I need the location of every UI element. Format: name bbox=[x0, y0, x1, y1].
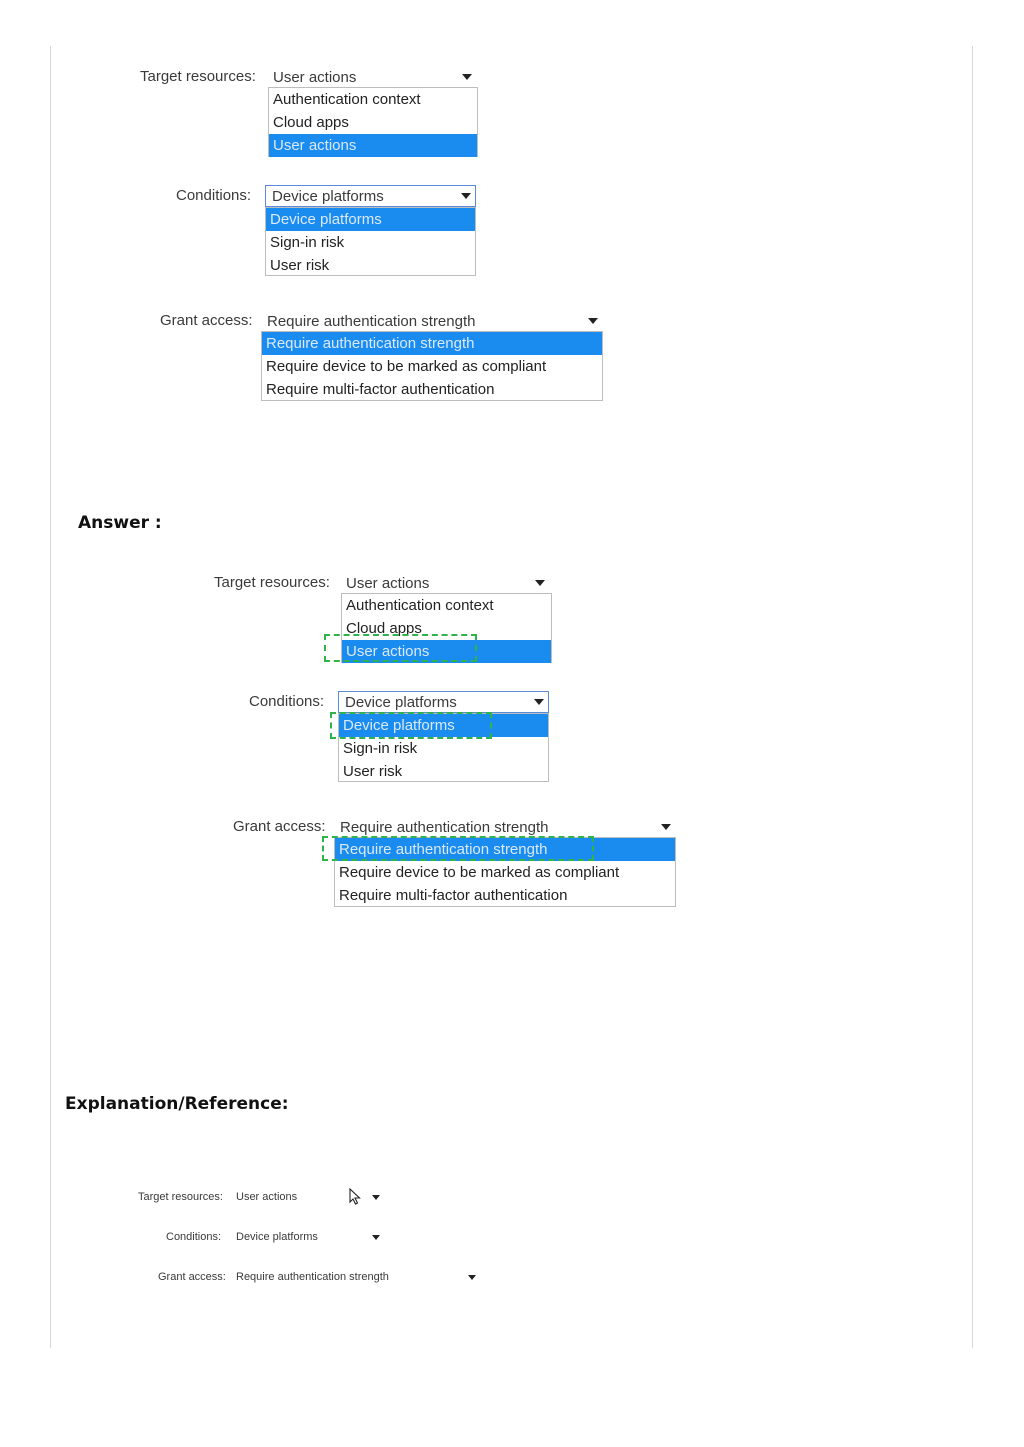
option-cloud-apps[interactable]: Cloud apps bbox=[273, 114, 349, 131]
answer-conditions-value: Device platforms bbox=[345, 694, 457, 711]
chevron-down-icon bbox=[588, 318, 598, 324]
chevron-down-icon bbox=[661, 824, 671, 830]
answer-option-require-compliant-device[interactable]: Require device to be marked as compliant bbox=[339, 864, 620, 881]
option-user-risk[interactable]: User risk bbox=[270, 257, 330, 274]
reference-grant-access-value: Require authentication strength bbox=[236, 1271, 389, 1283]
explanation-heading: Explanation/Reference: bbox=[65, 1094, 289, 1114]
answer-grant-access-select[interactable] bbox=[335, 818, 675, 838]
answer-option-user-actions[interactable]: User actions bbox=[342, 640, 551, 663]
reference-conditions-select[interactable] bbox=[234, 1231, 384, 1245]
target-resources-value: User actions bbox=[273, 69, 357, 86]
answer-option-user-risk[interactable]: User risk bbox=[343, 763, 403, 780]
chevron-down-icon bbox=[372, 1195, 380, 1200]
answer-highlight-grant bbox=[322, 836, 594, 861]
grant-access-select[interactable] bbox=[262, 312, 602, 332]
conditions-label: Conditions: bbox=[176, 187, 252, 204]
option-require-mfa[interactable]: Require multi-factor authentication bbox=[266, 381, 495, 398]
reference-conditions-label: Conditions: bbox=[166, 1231, 222, 1243]
conditions-select[interactable] bbox=[265, 185, 476, 207]
answer-target-resources-label: Target resources: bbox=[214, 574, 330, 591]
answer-grant-access-label: Grant access: bbox=[233, 818, 326, 835]
answer-option-sign-in-risk[interactable]: Sign-in risk bbox=[343, 740, 418, 757]
grant-access-label: Grant access: bbox=[160, 312, 253, 329]
answer-heading: Answer : bbox=[78, 513, 162, 533]
option-require-compliant-device[interactable]: Require device to be marked as compliant bbox=[266, 358, 547, 375]
chevron-down-icon bbox=[534, 699, 544, 705]
reference-target-resources-select[interactable] bbox=[234, 1191, 384, 1205]
answer-conditions-select[interactable] bbox=[338, 691, 549, 713]
chevron-down-icon bbox=[535, 580, 545, 586]
chevron-down-icon bbox=[468, 1275, 476, 1280]
answer-option-authentication-context[interactable]: Authentication context bbox=[346, 597, 494, 614]
option-sign-in-risk[interactable]: Sign-in risk bbox=[270, 234, 345, 251]
page-border-left bbox=[50, 46, 51, 1348]
option-device-platforms[interactable]: Device platforms bbox=[266, 208, 475, 231]
chevron-down-icon bbox=[461, 193, 471, 199]
reference-target-resources-label: Target resources: bbox=[138, 1191, 223, 1203]
mouse-pointer-icon bbox=[349, 1188, 361, 1205]
grant-access-value: Require authentication strength bbox=[267, 313, 476, 330]
option-require-authentication-strength[interactable]: Require authentication strength bbox=[262, 332, 602, 355]
target-resources-list bbox=[268, 87, 478, 157]
target-resources-label: Target resources: bbox=[140, 68, 256, 85]
option-authentication-context[interactable]: Authentication context bbox=[273, 91, 421, 108]
answer-target-resources-value: User actions bbox=[346, 575, 430, 592]
reference-conditions-value: Device platforms bbox=[236, 1231, 318, 1243]
option-user-actions[interactable]: User actions bbox=[269, 134, 477, 157]
conditions-value: Device platforms bbox=[272, 188, 384, 205]
chevron-down-icon bbox=[372, 1235, 380, 1240]
reference-grant-access-select[interactable] bbox=[234, 1271, 480, 1285]
answer-option-require-mfa[interactable]: Require multi-factor authentication bbox=[339, 887, 568, 904]
reference-grant-access-label: Grant access: bbox=[158, 1271, 226, 1283]
conditions-list bbox=[265, 207, 476, 276]
answer-option-cloud-apps[interactable]: Cloud apps bbox=[346, 620, 422, 637]
answer-option-device-platforms[interactable]: Device platforms bbox=[339, 714, 548, 737]
answer-highlight-target bbox=[324, 634, 477, 662]
chevron-down-icon bbox=[462, 74, 472, 80]
answer-grant-access-value: Require authentication strength bbox=[340, 819, 549, 836]
reference-target-resources-value: User actions bbox=[236, 1191, 298, 1203]
answer-option-require-authentication-strength[interactable]: Require authentication strength bbox=[335, 838, 675, 861]
grant-access-list bbox=[261, 331, 603, 401]
page-border-right bbox=[972, 46, 973, 1348]
target-resources-select[interactable] bbox=[268, 68, 476, 88]
answer-highlight-conditions bbox=[330, 712, 492, 739]
answer-target-resources-select[interactable] bbox=[341, 574, 549, 594]
answer-conditions-label: Conditions: bbox=[249, 693, 325, 710]
